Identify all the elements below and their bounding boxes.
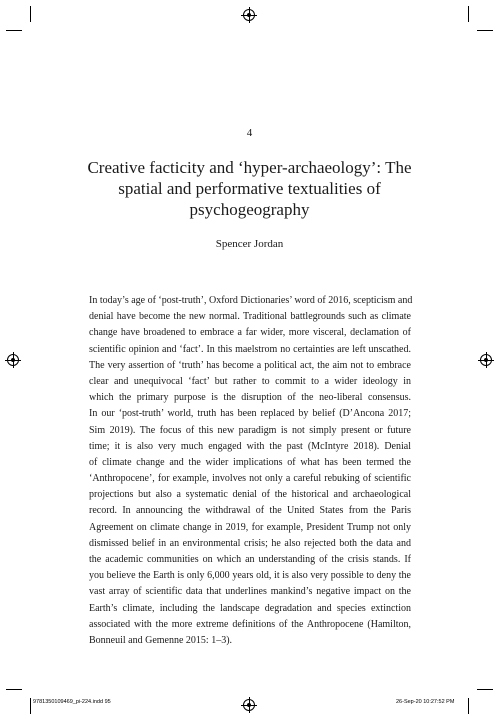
- body-line: clear and unequivocal ‘fact’ but rather to commit to a wider ideology in: [89, 375, 411, 387]
- chapter-title-line: spatial and performative textualities of: [118, 179, 381, 198]
- crop-mark-bottom-right-h: [477, 689, 493, 690]
- crop-mark-top-right-v: [468, 6, 469, 22]
- body-paragraph: [89, 293, 411, 649]
- slug-datetime: 26-Sep-20 10:27:52 PM: [396, 699, 455, 705]
- body-line: you believe the Earth is only 6,000 years old, it is also very possible to deny the: [89, 570, 411, 582]
- body-line: record. In announcing the withdrawal of the United States from the Paris: [89, 505, 411, 517]
- crop-mark-top-left-v: [30, 6, 31, 22]
- body-line: change have broadened to embrace a far wider, more visceral, declamation of: [89, 327, 411, 339]
- registration-mark-right-icon: [480, 354, 492, 366]
- crop-mark-bottom-left-v: [30, 698, 31, 714]
- body-line: projections but also a systematic denial of the historical and archaeological: [89, 489, 411, 501]
- body-line: Earth’s climate, including the landscape degradation and species extinction: [89, 602, 411, 614]
- crop-mark-top-right-h: [477, 30, 493, 31]
- body-line: associated with the more extreme definitions of the Anthropocene (Hamilton,: [89, 618, 411, 630]
- body-line: the academic communities on which an understanding of the crisis stands. If: [89, 554, 411, 565]
- body-line: time; it is also very much engaged with the past (McIntyre 2018). Denial: [89, 440, 411, 452]
- body-line: vast array of scientific data that underlines mankind’s negative impact on the: [89, 586, 411, 598]
- body-line: Bonneuil and Gemenne 2015: 1–3).: [89, 634, 233, 646]
- crop-mark-top-left-h: [6, 30, 22, 31]
- chapter-number: 4: [246, 127, 253, 139]
- body-line: of climate change and the wider implications of what has been termed the: [89, 456, 411, 468]
- body-line: In today’s age of ‘post-truth’, Oxford Dictionaries’ word of 2016, scepticism and: [89, 295, 413, 306]
- registration-mark-bottom-icon: [243, 699, 255, 711]
- body-line: denial have become the new normal. Traditional battlegrounds such as climate: [89, 311, 411, 323]
- body-line: Agreement on climate change in 2019, for example, President Trump not only: [89, 521, 411, 533]
- body-line: In our ‘post-truth’ world, truth has been replaced by belief (D’Ancona 2017;: [89, 408, 411, 420]
- registration-mark-left-icon: [7, 354, 19, 366]
- body-line: scientific opinion and ‘fact’. In this maelstrom no certainties are left unscathed.: [89, 343, 411, 355]
- chapter-title: [60, 157, 439, 220]
- crop-mark-bottom-left-h: [6, 689, 22, 690]
- crop-mark-bottom-right-v: [468, 698, 469, 714]
- body-line: ‘Anthropocene’, for example, involves not only a careful rebuking of scientific: [89, 473, 411, 485]
- body-line: dismissed belief in an environmental crisis; he also rejected both the data and: [89, 537, 411, 549]
- slug-filename: 9781350109469_pi-224.indd 95: [33, 699, 111, 705]
- body-line: Sim 2019). The focus of this new paradigm is not simply present or future: [89, 424, 411, 436]
- chapter-title-line: psychogeography: [189, 200, 310, 219]
- body-line: The very assertion of ‘truth’ has become a political act, the aim not to embrace: [89, 359, 411, 371]
- author-name: Spencer Jordan: [215, 238, 284, 250]
- registration-mark-top-icon: [243, 9, 255, 21]
- body-line: which the primary purpose is the disruption of the neo-liberal consensus.: [89, 392, 411, 404]
- chapter-title-line: Creative facticity and ‘hyper-archaeology’: The: [87, 158, 412, 177]
